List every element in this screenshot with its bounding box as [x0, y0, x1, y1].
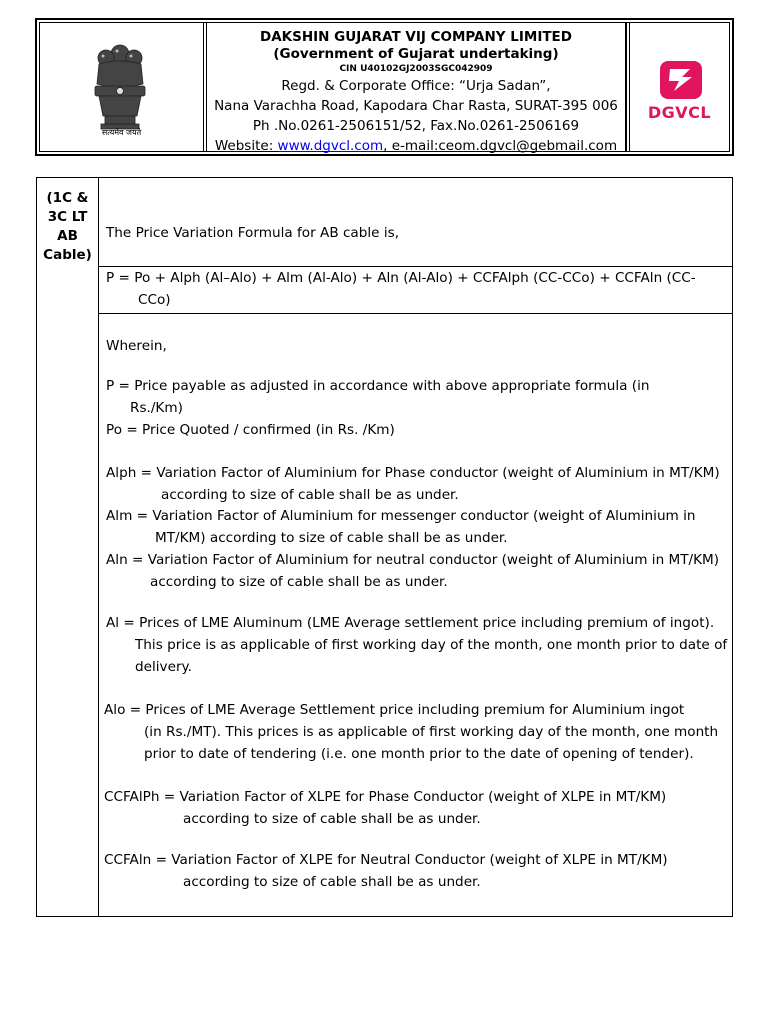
definition-alm-cont: MT/KM) according to size of cable shall be as under. [155, 530, 508, 546]
formula-line: P = Po + Alph (Al–Alo) + Alm (Al-Alo) + Aln (Al-Alo) + CCFAlph (CC-CCo) + CCFAln (CC- [106, 270, 696, 286]
definition-alm: Alm = Variation Factor of Aluminium for messenger conductor (weight of Aluminium in [106, 508, 696, 524]
definition-p: P = Price payable as adjusted in accordance with above appropriate formula (in [106, 378, 650, 394]
phone-line: Ph .No.0261-2506151/52, Fax.No.0261-2506169 [252, 118, 580, 134]
formula-line: CCo) [138, 292, 171, 308]
category-cell [37, 178, 99, 916]
email-text: , e-mail:ceom.dgvcl@gebmail.com [383, 138, 618, 154]
emblem-caption: सत्यमेव जयते [101, 128, 142, 137]
dgvcl-logo-icon [652, 61, 710, 99]
row-divider [99, 313, 732, 314]
definition-ccfaln-cont: according to size of cable shall be as under. [183, 874, 481, 890]
company-cin: CIN U40102GJ2003SGC042909 [339, 64, 493, 74]
dgvcl-logo-text: DGVCL [647, 103, 712, 122]
definition-alo: Alo = Prices of LME Average Settlement price including premium for Aluminium ingot [104, 702, 685, 718]
national-emblem-icon [85, 40, 155, 140]
address-line: Nana Varachha Road, Kapodara Char Rasta, SURAT-395 006 [214, 98, 618, 114]
definition-aln: Aln = Variation Factor of Aluminium for neutral conductor (weight of Aluminium in MT/KM) [106, 552, 720, 568]
definition-p-cont: Rs./Km) [130, 400, 183, 416]
definition-al-cont: delivery. [135, 659, 192, 675]
logo-cell [629, 23, 729, 151]
definition-ccfalph-cont: according to size of cable shall be as under. [183, 811, 481, 827]
category-line: 3C LT [47, 209, 88, 225]
wherein-label: Wherein, [106, 338, 167, 354]
office-line: Regd. & Corporate Office: “Urja Sadan”, [281, 78, 551, 94]
definition-alph-cont: according to size of cable shall be as under. [161, 487, 459, 503]
category-line: (1C & [46, 190, 89, 206]
definition-aln-cont: according to size of cable shall be as under. [150, 574, 448, 590]
definition-ccfalph: CCFAlPh = Variation Factor of XLPE for Phase Conductor (weight of XLPE in MT/KM) [104, 789, 667, 805]
company-info [206, 23, 627, 154]
website-label: Website: [214, 138, 278, 154]
website-link[interactable]: www.dgvcl.com [277, 138, 384, 154]
definition-ccfaln: CCFAln = Variation Factor of XLPE for Neutral Conductor (weight of XLPE in MT/KM) [104, 852, 668, 868]
category-line: Cable) [43, 247, 92, 263]
category-line: AB [57, 228, 78, 244]
definition-al: Al = Prices of LME Aluminum (LME Average settlement price including premium of ingot). [106, 615, 715, 631]
company-name: DAKSHIN GUJARAT VIJ COMPANY LIMITED [260, 29, 572, 45]
contact-line [207, 136, 625, 156]
definition-po: Po = Price Quoted / confirmed (in Rs. /Km) [106, 422, 395, 438]
formula-intro: The Price Variation Formula for AB cable is, [106, 225, 400, 241]
company-subtitle: (Government of Gujarat undertaking) [273, 46, 559, 62]
definition-alph: Alph = Variation Factor of Aluminium for Phase conductor (weight of Aluminium in MT/KM) [106, 465, 720, 481]
letterhead [35, 18, 734, 156]
definition-al-cont: This price is as applicable of first working day of the month, one month prior to date of [135, 637, 728, 653]
emblem-cell [40, 23, 204, 151]
price-variation-table [36, 177, 733, 917]
definition-alo-cont: (in Rs./MT). This prices is as applicable of first working day of the month, one month [144, 724, 719, 740]
definition-alo-cont: prior to date of tendering (i.e. one month prior to the date of opening of tender). [144, 746, 694, 762]
